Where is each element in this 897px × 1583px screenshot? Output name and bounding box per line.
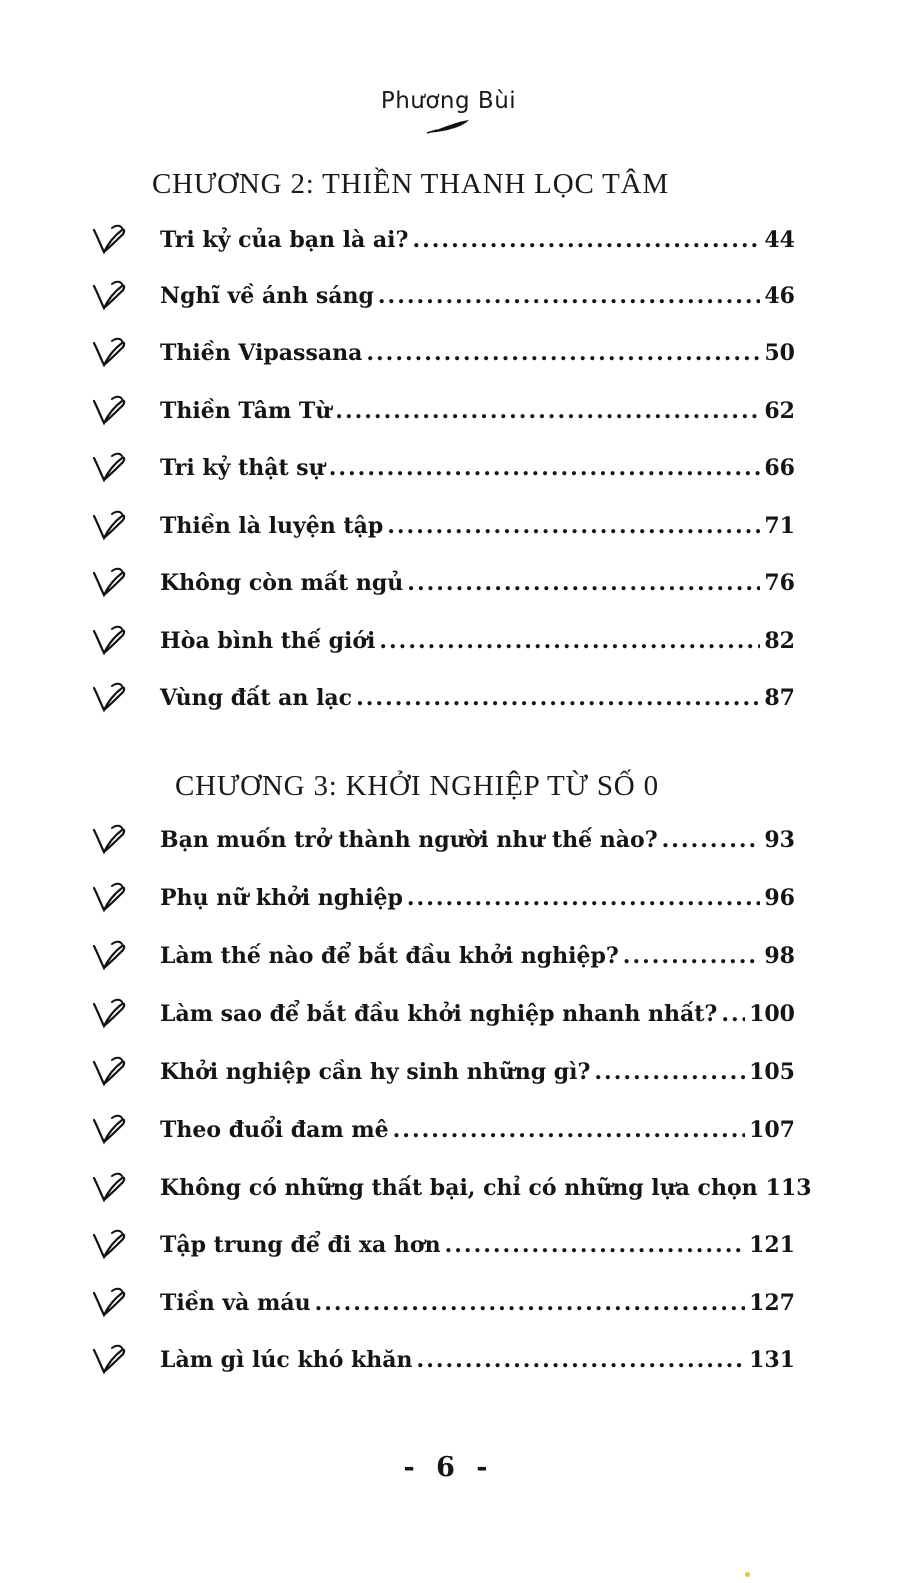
dot-leader: [387, 508, 760, 544]
checkmark-heart-icon: [92, 824, 126, 856]
toc-entry[interactable]: [0, 938, 897, 978]
author-name: Phương Bùi: [380, 88, 517, 114]
chapter-2-title: CHƯƠNG 2: THIỀN THANH LỌC TÂM: [152, 168, 669, 200]
toc-entry[interactable]: [0, 222, 897, 262]
toc-entry-title: Vùng đất an lạc: [160, 685, 353, 711]
toc-entry[interactable]: [0, 278, 897, 318]
dot-leader: [417, 1342, 746, 1378]
toc-entry[interactable]: [0, 880, 897, 920]
dot-leader: [412, 222, 760, 258]
dot-leader: [366, 335, 760, 371]
toc-entry[interactable]: [0, 565, 897, 605]
toc-entry-title: Khởi nghiệp cần hy sinh những gì?: [160, 1059, 591, 1085]
page-number: - 6 -: [403, 1452, 494, 1483]
toc-entry-page: 62: [764, 398, 795, 424]
toc-entry-page: 50: [764, 340, 795, 366]
dot-leader: [407, 880, 760, 916]
toc-entry-title: Phụ nữ khởi nghiệp: [160, 885, 403, 911]
checkmark-heart-icon: [92, 280, 126, 312]
toc-entry[interactable]: [0, 335, 897, 375]
dot-leader: [393, 1112, 745, 1148]
checkmark-heart-icon: [92, 682, 126, 714]
toc-entry[interactable]: [0, 680, 897, 720]
toc-entry[interactable]: [0, 822, 897, 862]
toc-entry-page: 127: [749, 1290, 795, 1316]
toc-entry-title: Tri kỷ thật sự: [160, 455, 325, 481]
toc-entry-page: 93: [764, 827, 795, 853]
checkmark-heart-icon: [92, 940, 126, 972]
checkmark-heart-icon: [92, 1344, 126, 1376]
toc-entry-title: Bạn muốn trở thành người như thế nào?: [160, 827, 658, 853]
checkmark-heart-icon: [92, 452, 126, 484]
toc-entry-page: 71: [764, 513, 795, 539]
dot-leader: [378, 278, 761, 314]
toc-entry-title: Nghĩ về ánh sáng: [160, 283, 374, 309]
checkmark-heart-icon: [92, 567, 126, 599]
feather-icon: [425, 119, 471, 135]
dot-leader: [315, 1285, 745, 1321]
checkmark-heart-icon: [92, 1287, 126, 1319]
toc-entry-page: 121: [749, 1232, 795, 1258]
toc-entry-title: Không còn mất ngủ: [160, 570, 404, 596]
print-speck: [745, 1572, 750, 1577]
toc-entry-page: 107: [749, 1117, 795, 1143]
toc-entry[interactable]: [0, 1054, 897, 1094]
toc-entry-page: 113: [765, 1175, 812, 1201]
toc-entry-page: 66: [764, 455, 795, 481]
toc-entry[interactable]: [0, 1112, 897, 1152]
dot-leader: [379, 623, 760, 659]
toc-entry[interactable]: [0, 450, 897, 490]
checkmark-heart-icon: [92, 395, 126, 427]
dot-leader: [445, 1227, 745, 1263]
toc-entry-page: 46: [764, 283, 795, 309]
toc-entry[interactable]: [0, 1170, 897, 1210]
dot-leader: [594, 1054, 745, 1090]
toc-entry-page: 98: [764, 943, 795, 969]
toc-entry-title: Tri kỷ của bạn là ai?: [160, 227, 409, 253]
toc-entry-page: 44: [764, 227, 795, 253]
dot-leader: [356, 680, 760, 716]
toc-entry-title: Theo đuổi đam mê: [160, 1117, 389, 1143]
toc-entry-page: 100: [749, 1001, 795, 1027]
toc-entry[interactable]: [0, 996, 897, 1036]
dot-leader: [329, 450, 761, 486]
toc-entry-title: Thiền là luyện tập: [160, 513, 384, 539]
checkmark-heart-icon: [92, 1056, 126, 1088]
toc-entry-title: Làm sao để bắt đầu khởi nghiệp nhanh nhất?: [160, 1001, 718, 1027]
checkmark-heart-icon: [92, 1229, 126, 1261]
dot-leader: [721, 996, 745, 1032]
checkmark-heart-icon: [92, 1172, 126, 1204]
toc-entry[interactable]: [0, 393, 897, 433]
toc-entry-page: 87: [764, 685, 795, 711]
toc-entry-page: 96: [764, 885, 795, 911]
toc-entry-title: Thiền Tâm Từ: [160, 398, 332, 424]
toc-entry-page: 82: [764, 628, 795, 654]
toc-entry-page: 105: [749, 1059, 795, 1085]
toc-entry-title: Làm gì lúc khó khăn: [160, 1347, 413, 1373]
dot-leader: [623, 938, 761, 974]
toc-entry[interactable]: [0, 508, 897, 548]
checkmark-heart-icon: [92, 337, 126, 369]
dot-leader: [335, 393, 760, 429]
toc-entry-page: 131: [749, 1347, 795, 1373]
toc-entry-page: 76: [764, 570, 795, 596]
toc-entry-title: Tập trung để đi xa hơn: [160, 1232, 441, 1258]
toc-entry[interactable]: [0, 1285, 897, 1325]
toc-entry-title: Hòa bình thế giới: [160, 628, 376, 654]
dot-leader: [407, 565, 760, 601]
toc-entry-title: Tiền và máu: [160, 1290, 311, 1316]
checkmark-heart-icon: [92, 224, 126, 256]
toc-entry-title: Không có những thất bại, chỉ có những lựa chọn: [160, 1175, 758, 1201]
checkmark-heart-icon: [92, 625, 126, 657]
checkmark-heart-icon: [92, 882, 126, 914]
toc-entry-title: Thiền Vipassana: [160, 340, 363, 366]
checkmark-heart-icon: [92, 510, 126, 542]
toc-entry[interactable]: [0, 623, 897, 663]
checkmark-heart-icon: [92, 1114, 126, 1146]
toc-entry[interactable]: [0, 1342, 897, 1382]
checkmark-heart-icon: [92, 998, 126, 1030]
chapter-3-title: CHƯƠNG 3: KHỞI NGHIỆP TỪ SỐ 0: [175, 770, 659, 802]
toc-entry-title: Làm thế nào để bắt đầu khởi nghiệp?: [160, 943, 619, 969]
toc-entry[interactable]: [0, 1227, 897, 1267]
dot-leader: [662, 822, 761, 858]
